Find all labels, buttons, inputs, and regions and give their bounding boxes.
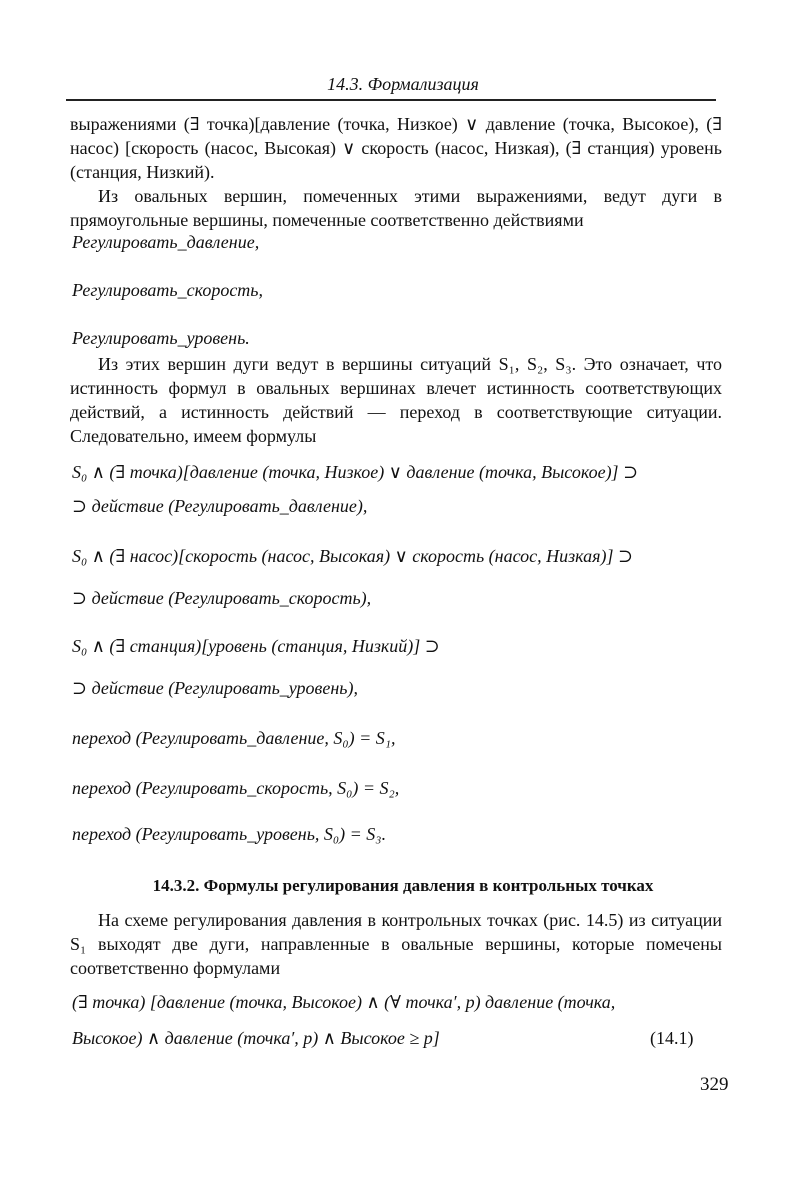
formula-line: ⊃ действие (Регулировать_уровень), xyxy=(72,678,358,698)
formula-line: ⊃ действие (Регулировать_давление), xyxy=(72,496,368,516)
formula-line: S₀ ∧ (∃ точка)[давление (точка, Низкое) ∨ давление (точка, Высокое)] ⊃ xyxy=(72,462,639,482)
action-pressure: Регулировать_давление, xyxy=(72,232,260,252)
section-heading: 14.3.2. Формулы регулирования давления в контрольных точках xyxy=(152,876,654,895)
intro-block xyxy=(70,112,722,232)
formula-line: ⊃ действие (Регулировать_скорость), xyxy=(72,588,372,608)
section-paragraph: На схеме регулирования давления в контрольных точках (рис. 14.5) из ситуации S₁ выходят две дуги, направленные в овальные вершины, которые помечены соответственно формулами xyxy=(70,910,722,978)
section-paragraph-block xyxy=(70,908,722,980)
paragraph-situations xyxy=(70,352,722,448)
formula-line: переход (Регулировать_давление, S₀) = S₁, xyxy=(72,728,396,748)
continuation-paragraph: выражениями (∃ точка)[давление (точка, Низкое) ∨ давление (точка, Высокое), (∃ насос) [скорость (насос, Высокая) ∨ скорость (насос, Низкая), (∃ станция) уровень (станция, Низкий). xyxy=(70,114,722,182)
paragraph-arcs: Из овальных вершин, помеченных этими выражениями, ведут дуги в прямоугольные вершины, помеченные соответственно действиями xyxy=(70,186,722,230)
formula-line: переход (Регулировать_уровень, S₀) = S₃. xyxy=(72,824,387,844)
action-speed: Регулировать_скорость, xyxy=(72,280,263,300)
equation-number: (14.1) xyxy=(650,1028,694,1048)
header-rule xyxy=(66,99,716,101)
action-level: Регулировать_уровень. xyxy=(72,328,250,348)
page-number: 329 xyxy=(700,1074,729,1095)
formula-line: переход (Регулировать_скорость, S₀) = S₂, xyxy=(72,778,400,798)
formula-14-1-line-2: Высокое) ∧ давление (точка′, p) ∧ Высокое ≥ p] xyxy=(72,1028,440,1048)
formula-line: S₀ ∧ (∃ насос)[скорость (насос, Высокая) ∨ скорость (насос, Низкая)] ⊃ xyxy=(72,546,634,566)
formula-line: S₀ ∧ (∃ станция)[уровень (станция, Низкий)] ⊃ xyxy=(72,636,440,656)
formula-14-1-line-1: (∃ точка) [давление (точка, Высокое) ∧ (∀ точка′, p) давление (точка, xyxy=(72,992,616,1012)
running-header: 14.3. Формализация xyxy=(327,74,479,94)
paragraph-situations-text: Из этих вершин дуги ведут в вершины ситуаций S₁, S₂, S₃. Это означает, что истинность формул в овальных вершинах влечет истинность соответствующих действий, а истинность действий — переход в соответствующие ситуации. Следовательно, имеем формулы xyxy=(70,354,722,446)
